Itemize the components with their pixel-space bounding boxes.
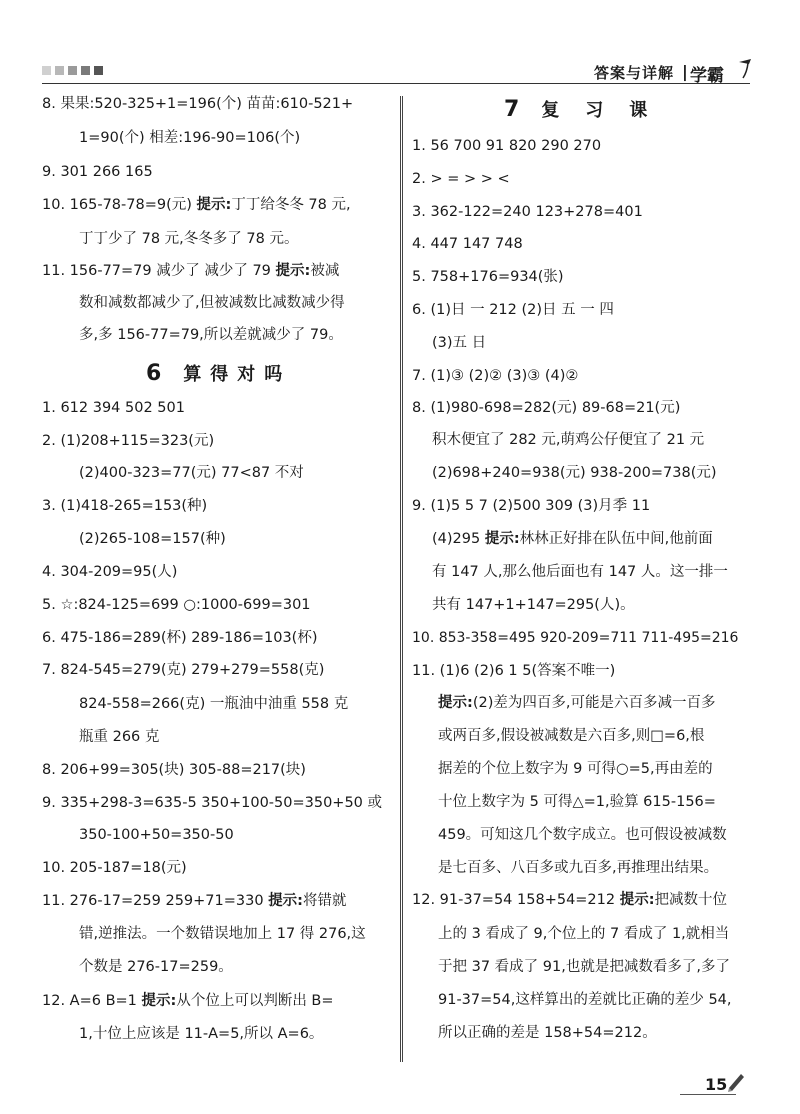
hint-label: 提示: xyxy=(438,695,473,711)
answer-line: (2)698+240=938(元) 938-200=738(元) xyxy=(432,465,717,481)
answer-line: 11. 156-77=79 减少了 减少了 79 提示:被减 xyxy=(42,263,340,279)
answer-line: 数和减数都减少了,但被减数比减数减少得 xyxy=(79,295,345,311)
answer-line: 或两百多,假设被减数是六百多,则□=6,根 xyxy=(438,728,705,744)
page-footer xyxy=(0,1062,800,1114)
answer-line: 积木便宜了 282 元,萌鸡公仔便宜了 21 元 xyxy=(432,432,705,448)
decor-square xyxy=(94,66,103,75)
header-decoration xyxy=(42,66,103,75)
answer-line: 2. > = > > < xyxy=(412,171,510,187)
footer-rule xyxy=(680,1094,736,1095)
section-number: 6 xyxy=(146,361,162,386)
hint-label: 提示: xyxy=(275,263,311,279)
answer-line: 9. 335+298-3=635-5 350+100-50=350+50 或 xyxy=(42,795,383,811)
answer-line: 丁丁少了 78 元,冬冬多了 78 元。 xyxy=(79,231,299,247)
answer-line: 12. A=6 B=1 提示:从个位上可以判断出 B= xyxy=(42,993,334,1009)
hint-label: 提示: xyxy=(196,197,232,213)
decor-square xyxy=(42,66,51,75)
column-divider xyxy=(400,96,403,1062)
answer-line: 10. 205-187=18(元) xyxy=(42,860,187,876)
answer-line: 十位上数字为 5 可得△=1,验算 615-156= xyxy=(438,794,716,810)
answer-line: 10. 165-78-78=9(元) 提示:丁丁给冬冬 78 元, xyxy=(42,197,351,213)
answer-line: 11. (1)6 (2)6 1 5(答案不唯一) xyxy=(412,663,616,679)
answer-line: 3. (1)418-265=153(种) xyxy=(42,498,208,514)
answer-line: 4. 304-209=95(人) xyxy=(42,564,178,580)
section-title-7 xyxy=(504,96,673,122)
answer-line: 350-100+50=350-50 xyxy=(79,827,234,843)
answer-line: 5. ☆:824-125=699 ○:1000-699=301 xyxy=(42,597,311,613)
answer-line: 2. (1)208+115=323(元) xyxy=(42,433,215,449)
brand-name: 学霸 xyxy=(690,66,724,86)
answer-line: 据差的个位上数字为 9 可得○=5,再由差的 xyxy=(438,761,713,777)
section-heading: 算得对吗 xyxy=(183,364,292,385)
answer-line: 错,逆推法。一个数错误地加上 17 得 276,这 xyxy=(79,926,366,942)
answer-line: 5. 758+176=934(张) xyxy=(412,269,564,285)
answer-line: (4)295 提示:林林正好排在队伍中间,他前面 xyxy=(432,531,713,547)
answer-line: 1,十位上应该是 11-A=5,所以 A=6。 xyxy=(79,1026,324,1042)
answer-line: 10. 853-358=495 920-209=711 711-495=216 xyxy=(412,630,739,646)
answer-line: 有 147 人,那么他后面也有 147 人。这一排一 xyxy=(432,564,728,580)
answer-line: 个数是 276-17=259。 xyxy=(79,959,233,975)
answer-line: 瓶重 266 克 xyxy=(79,729,160,745)
answer-line: 于把 37 看成了 91,也就是把减数看多了,多了 xyxy=(438,959,730,975)
answer-line: (2)265-108=157(种) xyxy=(79,531,226,547)
decor-square xyxy=(55,66,64,75)
pencil-icon xyxy=(725,1070,747,1092)
answer-line: 共有 147+1+147=295(人)。 xyxy=(432,597,635,613)
section-heading: 复习课 xyxy=(541,100,674,121)
answer-line: 12. 91-37=54 158+54=212 提示:把减数十位 xyxy=(412,892,728,908)
brand-cap-icon xyxy=(737,58,753,80)
answer-line: 91-37=54,这样算出的差就比正确的差少 54, xyxy=(438,992,732,1008)
section-number: 7 xyxy=(504,97,520,122)
hint-label: 提示: xyxy=(619,892,655,908)
answer-line: 多,多 156-77=79,所以差就减少了 79。 xyxy=(79,327,343,343)
decor-square xyxy=(68,66,77,75)
answer-line: 1. 612 394 502 501 xyxy=(42,400,185,416)
answer-line: 9. 301 266 165 xyxy=(42,164,153,180)
answer-line: 6. (1)日 一 212 (2)日 五 一 四 xyxy=(412,302,614,318)
answer-line: 4. 447 147 748 xyxy=(412,236,523,252)
answer-line: 9. (1)5 5 7 (2)500 309 (3)月季 11 xyxy=(412,498,651,514)
page-number: 15 xyxy=(705,1075,728,1094)
answer-line: 1=90(个) 相差:196-90=106(个) xyxy=(79,130,301,146)
header-rule xyxy=(42,83,750,84)
answer-line: 8. 果果:520-325+1=196(个) 苗苗:610-521+ xyxy=(42,96,354,112)
answer-line: 所以正确的差是 158+54=212。 xyxy=(438,1025,657,1041)
hint-label: 提示: xyxy=(484,531,520,547)
answer-line: 8. 206+99=305(块) 305-88=217(块) xyxy=(42,762,306,778)
answer-line: 459。可知这几个数字成立。也可假设被减数 xyxy=(438,827,727,843)
hint-label: 提示: xyxy=(268,893,303,909)
answer-line: 3. 362-122=240 123+278=401 xyxy=(412,204,643,220)
answer-line: 提示:(2)差为四百多,可能是六百多减一百多 xyxy=(438,695,716,711)
answer-line: 7. 824-545=279(克) 279+279=558(克) xyxy=(42,662,325,678)
answer-line: 6. 475-186=289(杯) 289-186=103(杯) xyxy=(42,630,318,646)
section-title-6 xyxy=(146,360,291,386)
page-header xyxy=(0,0,800,90)
answer-line: 1. 56 700 91 820 290 270 xyxy=(412,138,602,154)
answer-line: 8. (1)980-698=282(元) 89-68=21(元) xyxy=(412,400,681,416)
answer-line: 824-558=266(克) 一瓶油中油重 558 克 xyxy=(79,696,349,712)
decor-square xyxy=(81,66,90,75)
hint-label: 提示: xyxy=(141,993,177,1009)
header-title: 答案与详解 xyxy=(594,64,675,82)
answer-line: 是七百多、八百多或九百多,再推理出结果。 xyxy=(438,860,719,876)
answer-line: (2)400-323=77(元) 77<87 不对 xyxy=(79,465,304,481)
answer-line: 7. (1)③ (2)② (3)③ (4)② xyxy=(412,368,579,384)
header-separator: | xyxy=(682,62,688,81)
answer-line: (3)五 日 xyxy=(432,335,487,351)
answer-line: 上的 3 看成了 9,个位上的 7 看成了 1,就相当 xyxy=(438,926,730,942)
answer-line: 11. 276-17=259 259+71=330 提示:将错就 xyxy=(42,893,347,909)
